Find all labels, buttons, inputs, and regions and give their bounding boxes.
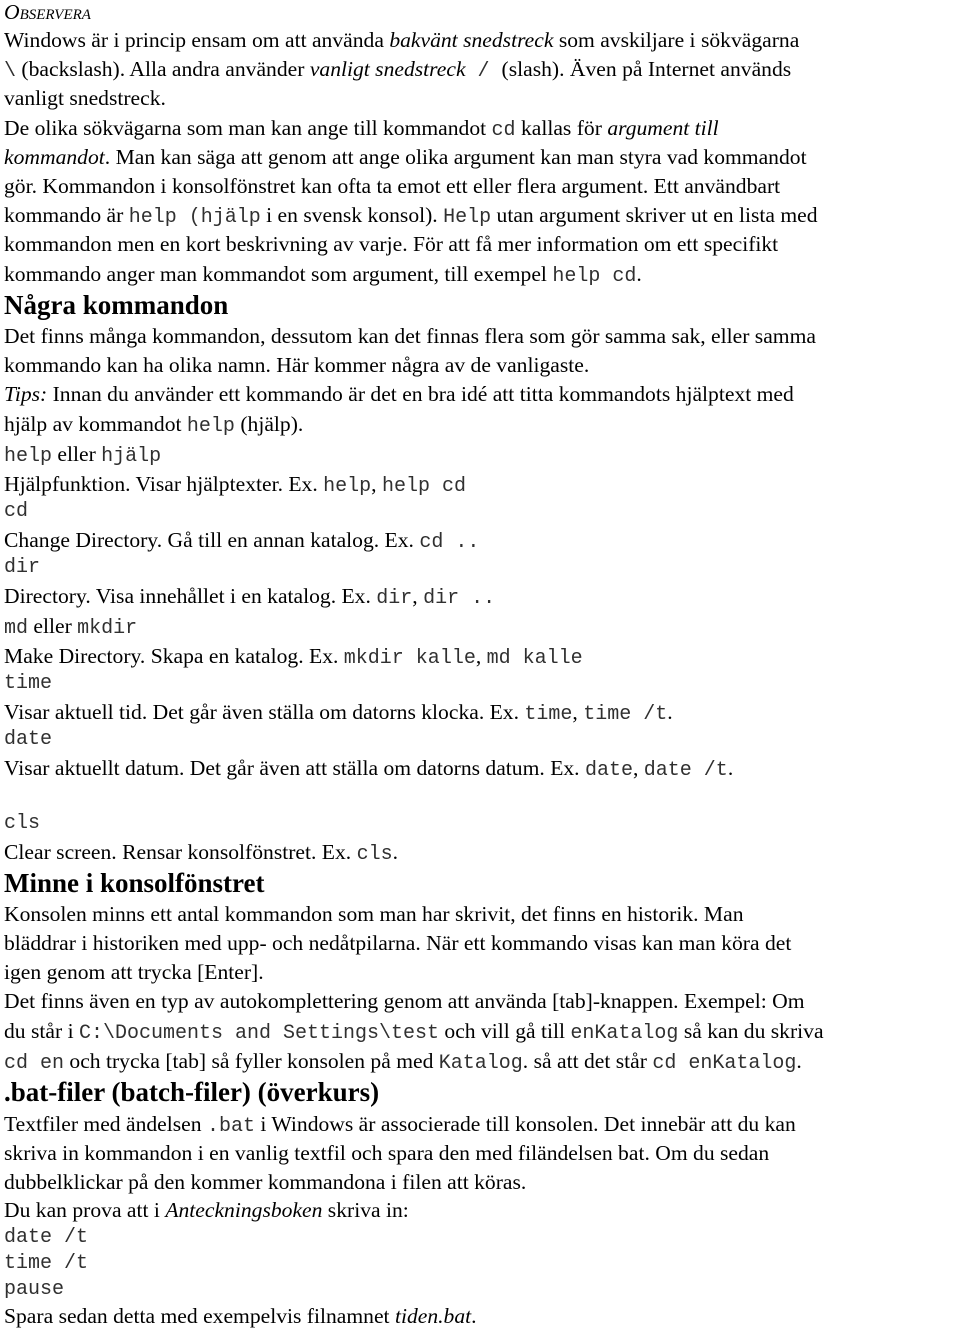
tips-label: Tips:	[4, 382, 48, 406]
bat-line-4	[4, 1200, 409, 1222]
code-line-1: date /t	[4, 1226, 89, 1249]
code: cd enKatalog	[652, 1052, 797, 1075]
code: cd en	[4, 1052, 65, 1075]
code: date /t	[643, 759, 728, 782]
minne-line-6	[4, 1051, 802, 1074]
code: mkdir kalle	[343, 647, 476, 670]
section-heading-bat: .bat-filer (batch-filer) (överkurs)	[4, 1077, 380, 1107]
text: Hjälpfunktion. Visar hjälptexter. Ex.	[4, 472, 324, 496]
text: Visar aktuellt datum. Det går även att ställa om datorns datum. Ex.	[4, 756, 585, 780]
emphasis: bakvänt snedstreck	[389, 28, 554, 52]
code: date	[584, 759, 633, 782]
code: md kalle	[486, 647, 583, 670]
section-heading-commands: Några kommandon	[4, 290, 229, 320]
code: cls	[356, 843, 393, 866]
code: time	[524, 703, 573, 726]
command-time-desc	[4, 702, 673, 725]
code: /	[465, 60, 502, 83]
code: help	[186, 415, 235, 438]
bat-line-3: dubbelklickar på den kommer kommandona i filen att köras.	[4, 1170, 527, 1194]
text: . Man kan säga att genom att ange olika argument kan man styra vad kommandot	[104, 145, 807, 169]
emphasis: argument till	[607, 116, 719, 140]
code: help cd	[552, 265, 637, 288]
text: .	[727, 756, 734, 780]
observera-line-8: kommandon men en kort beskrivning av varje. För att få mer information om ett specifikt	[4, 232, 779, 256]
text: eller	[52, 442, 102, 466]
code: cd ..	[419, 531, 480, 554]
command-cls-name: cls	[4, 812, 41, 835]
command-date-desc	[4, 758, 733, 781]
command-md-name	[4, 616, 137, 639]
code: help cd	[381, 475, 466, 498]
code: dir ..	[423, 587, 496, 610]
code-line-3: pause	[4, 1278, 65, 1301]
observera-heading: Observera	[4, 0, 91, 24]
code: mkdir	[77, 617, 138, 640]
text: utan argument skriver ut en lista med	[491, 203, 818, 227]
code: help (hjälp	[128, 206, 261, 229]
command-time-name: time	[4, 672, 53, 695]
code-line-2: time /t	[4, 1252, 89, 1275]
observera-line-7	[4, 205, 818, 228]
text: ,	[475, 644, 487, 668]
command-dir-name: dir	[4, 556, 41, 579]
text: eller	[28, 614, 78, 638]
minne-line-4: Det finns även en typ av autokomplettering genom att använda [tab]-knappen. Exempel: Om	[4, 989, 805, 1013]
code: hjälp	[101, 445, 162, 468]
text: (slash). Även på Internet används	[501, 57, 792, 81]
command-help-desc	[4, 474, 466, 497]
text: . så att det står	[522, 1049, 653, 1073]
text: .	[392, 840, 399, 864]
text: Change Directory. Gå till en annan katalog. Ex.	[4, 528, 420, 552]
text: du står i	[4, 1019, 79, 1043]
minne-line-3: igen genom att trycka [Enter].	[4, 960, 264, 984]
minne-line-5	[4, 1021, 824, 1044]
text: (hjälp).	[234, 412, 304, 436]
observera-line-6: gör. Kommandon i konsolfönstret kan ofta ta emot ett eller flera argument. Ett användbart	[4, 174, 781, 198]
text: Du kan prova att i	[4, 1198, 166, 1222]
command-cls-desc	[4, 842, 398, 865]
text: och trycka [tab] så fyller konsolen på med	[64, 1049, 439, 1073]
text: ,	[572, 700, 584, 724]
code: C:\Documents and Settings\test	[78, 1022, 440, 1045]
code: .bat	[206, 1115, 255, 1138]
emphasis: kommandot	[4, 145, 105, 169]
code: time /t	[583, 703, 668, 726]
code: md	[4, 617, 29, 640]
text: ,	[633, 756, 644, 780]
text: i en svensk konsol).	[260, 203, 444, 227]
minne-line-1: Konsolen minns ett antal kommandon som man har skrivit, det finns en historik. Man	[4, 902, 744, 926]
text: kommando anger man kommandot som argument, till exempel	[4, 262, 553, 286]
text: Visar aktuell tid. Det går även ställa om datorns klocka. Ex.	[4, 700, 525, 724]
emphasis: Anteckningsboken	[165, 1198, 323, 1222]
text: .	[796, 1049, 802, 1073]
observera-line-5	[4, 147, 807, 169]
observera-line-4	[4, 118, 719, 141]
text: ,	[371, 472, 382, 496]
text: Textfiler med ändelsen	[4, 1112, 207, 1136]
text: kommando är	[4, 203, 129, 227]
text: Spara sedan detta med exempelvis filnamnet	[4, 1304, 395, 1328]
command-cd-desc	[4, 530, 479, 553]
text: Innan du använder ett kommando är det en bra idé att titta kommandots hjälptext med	[47, 382, 794, 406]
tips-line-2	[4, 414, 303, 437]
text: Directory. Visa innehållet i en katalog. Ex.	[4, 584, 377, 608]
emphasis: tiden.bat	[394, 1304, 472, 1328]
tips-line-1	[4, 384, 794, 406]
text: skriva in:	[322, 1198, 409, 1222]
observera-line-3: vanligt snedstreck.	[4, 86, 166, 110]
command-md-desc	[4, 646, 583, 669]
text: kallas för	[515, 116, 608, 140]
code: Help	[443, 206, 492, 229]
text: .	[471, 1304, 477, 1328]
command-date-name: date	[4, 728, 53, 751]
observera-line-2	[4, 59, 791, 82]
text: hjälp av kommandot	[4, 412, 187, 436]
code: help	[4, 445, 53, 468]
code: cd	[491, 119, 516, 142]
commands-intro-2: kommando kan ha olika namn. Här kommer några av de vanligaste.	[4, 353, 590, 377]
text: De olika sökvägarna som man kan ange till kommandot	[4, 116, 492, 140]
text: som avskiljare i sökvägarna	[553, 28, 800, 52]
emphasis: vanligt snedstreck	[309, 57, 466, 81]
text: .	[667, 700, 673, 724]
section-heading-minne: Minne i konsolfönstret	[4, 868, 265, 898]
text: Make Directory. Skapa en katalog. Ex.	[4, 644, 344, 668]
text: Windows är i princip ensam om att använda	[4, 28, 390, 52]
bat-line-2: skriva in kommandon i en vanlig textfil och spara den med filändelsen bat. Om du sedan	[4, 1141, 770, 1165]
text: .	[636, 262, 642, 286]
text: och vill gå till	[439, 1019, 571, 1043]
text: i Windows är associerade till konsolen. Det innebär att du kan	[254, 1112, 796, 1136]
observera-line-1	[4, 30, 799, 52]
code: enKatalog	[570, 1022, 679, 1045]
minne-line-2: bläddrar i historiken med upp- och nedåtpilarna. När ett kommando visas kan man köra det	[4, 931, 792, 955]
text: ,	[412, 584, 424, 608]
text: (backslash). Alla andra använder	[16, 57, 310, 81]
observera-line-9	[4, 264, 642, 287]
bat-line-5	[4, 1306, 477, 1328]
code: \	[4, 60, 17, 83]
command-cd-name: cd	[4, 500, 29, 523]
text: Clear screen. Rensar konsolfönstret. Ex.	[4, 840, 357, 864]
code: dir	[376, 587, 413, 610]
code: help	[323, 475, 372, 498]
command-dir-desc	[4, 586, 495, 609]
code: Katalog	[438, 1052, 523, 1075]
text: så kan du skriva	[678, 1019, 824, 1043]
bat-line-1	[4, 1114, 796, 1137]
command-help-name	[4, 444, 161, 467]
commands-intro-1: Det finns många kommandon, dessutom kan det finnas flera som gör samma sak, eller samma	[4, 324, 816, 348]
